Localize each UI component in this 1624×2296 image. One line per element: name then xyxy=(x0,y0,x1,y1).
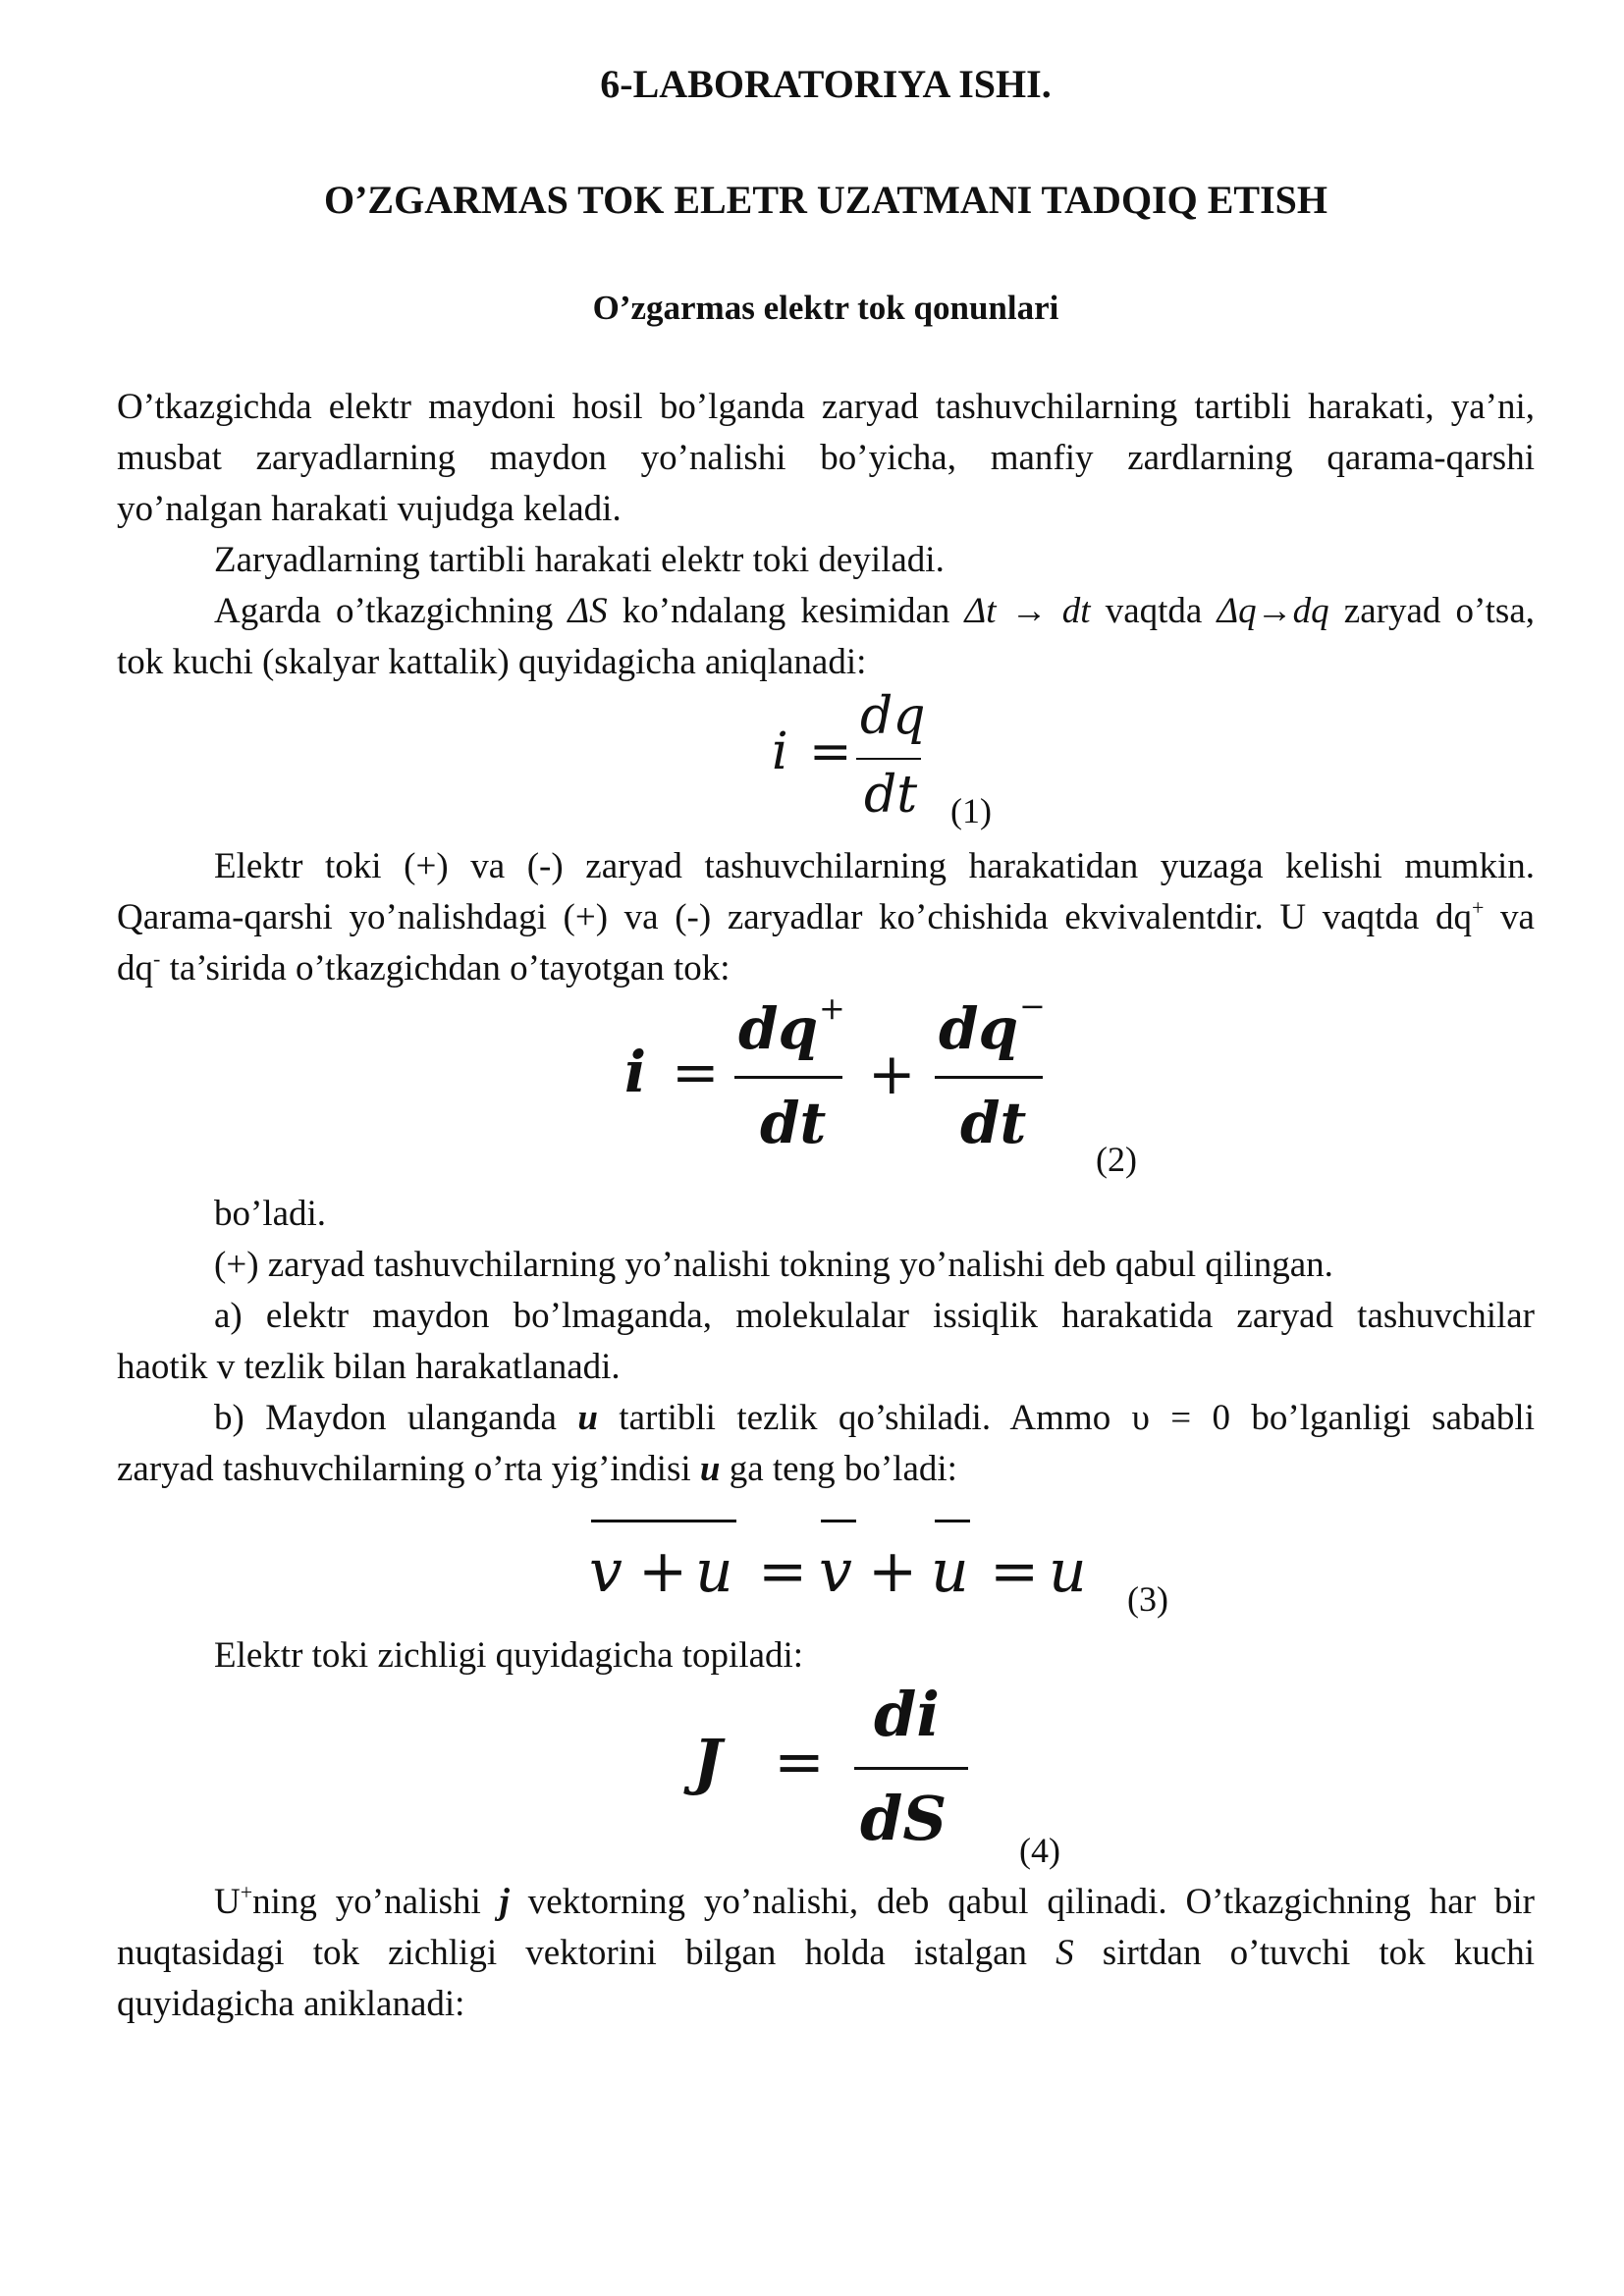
delta-s-symbol: ΔS xyxy=(568,591,608,631)
eq4-label: (4) xyxy=(1019,1831,1060,1870)
delta-q-symbol: Δq→dq xyxy=(1217,591,1329,631)
paragraph-2: Zaryadlarning tartibli harakati elektr toki deyiladi. xyxy=(214,540,945,580)
paragraph-line: dq- ta’sirida o’tkazgichdan o’tayotgan tok: xyxy=(117,946,731,988)
eq1-equals: = xyxy=(809,722,852,781)
eq3-equals: = xyxy=(758,1537,808,1606)
paragraph-line: a) elektr maydon bo’lmaganda, molekulalar issiqlik harakatida zaryad tashuvchilar xyxy=(214,1296,1535,1336)
paragraph-4 xyxy=(117,841,1535,994)
eq3-overline-v xyxy=(821,1520,856,1522)
eq4-fraction-bar xyxy=(854,1767,968,1770)
paragraph-line: b) Maydon ulanganda u tartibli tezlik qo’shiladi. Ammo υ = 0 bo’lganligi sababli xyxy=(214,1398,1535,1438)
eq3-label: (3) xyxy=(1127,1579,1168,1619)
eq3-plus-2: + xyxy=(868,1537,918,1606)
eq2-denominator-2: dt xyxy=(960,1090,1027,1156)
eq2-label: (2) xyxy=(1096,1140,1137,1179)
eq2-sup-minus: − xyxy=(1019,988,1046,1025)
eq1-label: (1) xyxy=(950,791,992,830)
s-symbol: S xyxy=(1056,1933,1074,1973)
delta-t-symbol: Δt → dt xyxy=(964,591,1091,631)
paragraph-8 xyxy=(117,1393,1535,1495)
eq3-u: u xyxy=(695,1537,733,1606)
eq2-equals: = xyxy=(672,1039,720,1105)
eq3-v-bar: v xyxy=(819,1537,852,1606)
j-symbol: j xyxy=(499,1882,510,1922)
u-symbol: u xyxy=(699,1449,721,1489)
eq4-numerator: di xyxy=(874,1679,940,1750)
paragraph-line: O’tkazgichda elektr maydoni hosil bo’lganda zaryad tashuvchilarning tartibli harakati, ya’ni, xyxy=(117,387,1535,427)
paragraph-line: Agarda o’tkazgichning ΔS ko’ndalang kesimidan Δt → dt vaqtda Δq→dq zaryad o’tsa, xyxy=(214,591,1535,631)
eq2-fraction-bar-2 xyxy=(935,1076,1043,1079)
paragraph-line: Qarama-qarshi yo’nalishdagi (+) va (-) zaryadlar ko’chishida ekvivalentdir. U vaqtda dq+ va xyxy=(117,895,1535,937)
upsilon-symbol: υ xyxy=(1131,1398,1150,1438)
paragraph-9: Elektr toki zichligi quyidagicha topiladi: xyxy=(214,1635,804,1676)
paragraph-line: quyidagicha aniklanadi: xyxy=(117,1984,465,2024)
paragraph-line: yo’nalgan harakati vujudga keladi. xyxy=(117,489,622,529)
eq1-fraction-bar xyxy=(856,758,921,760)
paragraph-line: zaryad tashuvchilarning o’rta yig’indisi u ga teng bo’ladi: xyxy=(117,1449,957,1489)
eq4-equals: = xyxy=(774,1726,825,1797)
eq2-fraction-bar-1 xyxy=(734,1076,842,1079)
paragraph-line: Elektr toki (+) va (-) zaryad tashuvchilarning harakatidan yuzaga kelishi mumkin. xyxy=(214,846,1535,886)
paragraph-line: U+ning yo’nalishi j vektorning yo’nalishi, deb qabul qilinadi. O’tkazgichning har bir xyxy=(214,1880,1535,1922)
eq3-equals-2: = xyxy=(990,1537,1040,1606)
paragraph-line: nuqtasidagi tok zichligi vektorini bilgan holda istalgan S sirtdan o’tuvchi tok kuchi xyxy=(117,1933,1535,1973)
eq1-denominator: dt xyxy=(864,766,918,825)
paragraph-7 xyxy=(117,1291,1535,1393)
eq2-denominator-1: dt xyxy=(760,1090,827,1156)
eq2-numerator-1: dq xyxy=(738,995,819,1062)
eq2-lhs: i xyxy=(624,1039,647,1105)
section-title: O’zgarmas elektr tok qonunlari xyxy=(592,289,1059,327)
eq4-denominator: dS xyxy=(860,1783,947,1854)
paragraph-6: (+) zaryad tashuvchilarning yo’nalishi tokning yo’nalishi deb qabul qilingan. xyxy=(214,1245,1333,1285)
eq2-sup-plus: + xyxy=(819,989,845,1027)
paragraph-1 xyxy=(117,382,1535,535)
paragraph-10 xyxy=(117,1877,1535,2030)
eq3-u-result: u xyxy=(1049,1537,1087,1606)
eq1-numerator: dq xyxy=(860,687,926,746)
eq3-overline-u xyxy=(935,1520,970,1522)
eq1-lhs: i xyxy=(772,722,788,781)
eq4-lhs: J xyxy=(693,1726,723,1797)
eq2-numerator-2: dq xyxy=(939,995,1019,1062)
eq3-overline-sum xyxy=(591,1520,736,1522)
page-title: 6-LABORATORIYA ISHI. xyxy=(600,62,1052,106)
paragraph-line: musbat zaryadlarning maydon yo’nalishi bo’yicha, manfiy zardlarning qarama-qarshi xyxy=(117,438,1535,478)
paragraph-5: bo’ladi. xyxy=(214,1194,327,1234)
eq3-plus: + xyxy=(638,1537,688,1606)
page-subtitle: O’ZGARMAS TOK ELETR UZATMANI TADQIQ ETISH xyxy=(323,178,1328,222)
paragraph-3 xyxy=(117,586,1535,688)
eq2-plus: + xyxy=(868,1041,916,1107)
paragraph-line: tok kuchi (skalyar kattalik) quyidagicha aniqlanadi: xyxy=(117,642,867,682)
u-symbol: u xyxy=(577,1398,598,1438)
paragraph-line: haotik v tezlik bilan harakatlanadi. xyxy=(117,1347,621,1387)
eq3-u-bar: u xyxy=(931,1537,969,1606)
eq3-v: v xyxy=(589,1537,623,1606)
